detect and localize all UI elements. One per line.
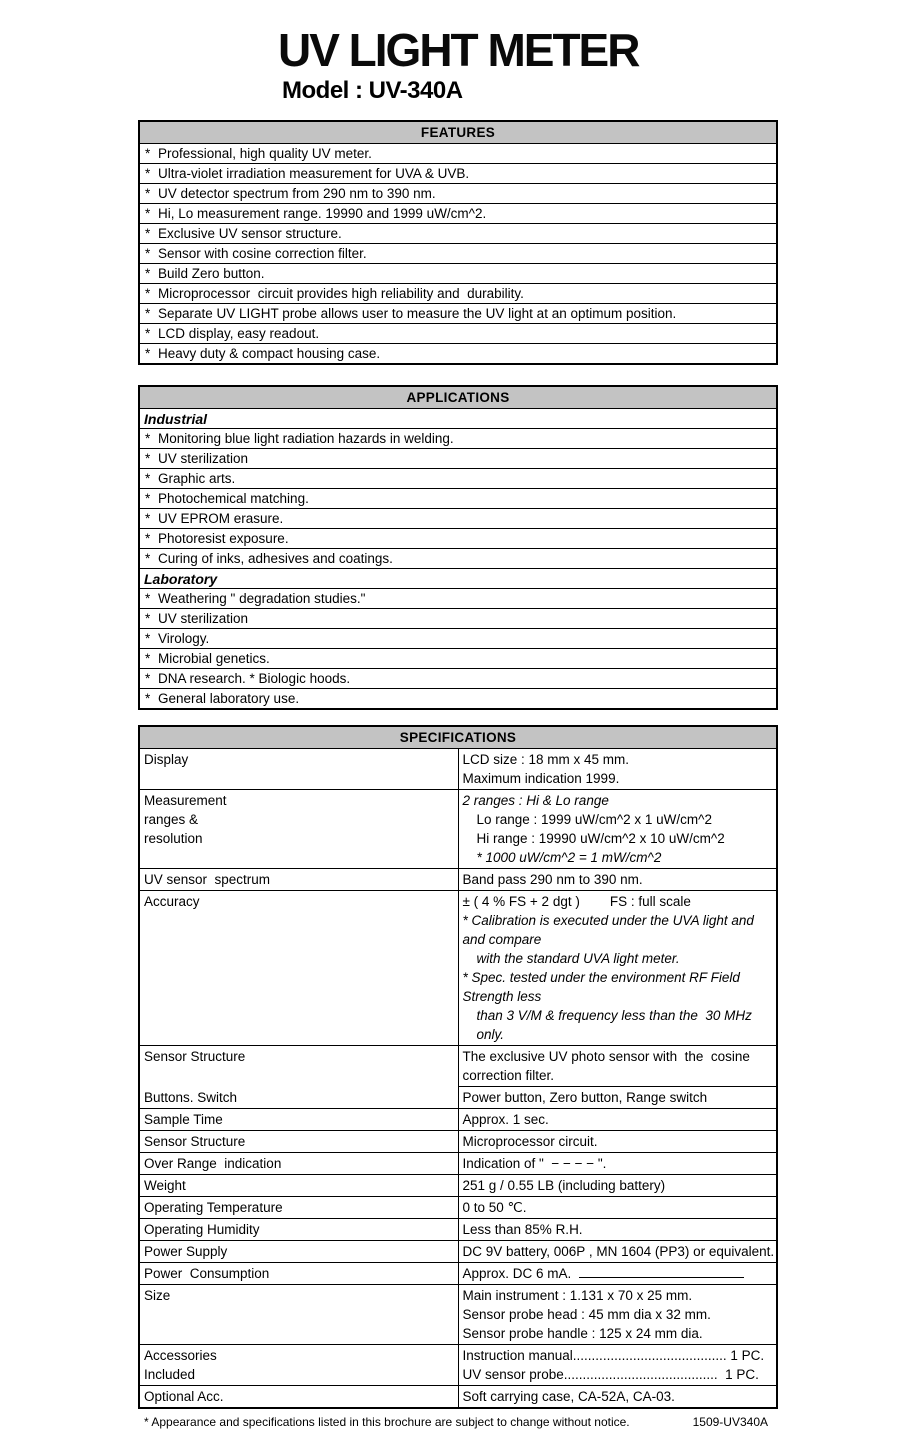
- application-cell: [139, 489, 777, 509]
- spec-value-line: [459, 1176, 777, 1195]
- application-text: Graphic arts.: [158, 470, 236, 486]
- spec-label: [139, 1386, 458, 1409]
- spec-row: [139, 1386, 777, 1409]
- spec-label: [139, 1153, 458, 1175]
- spec-value: [458, 1087, 777, 1109]
- bullet-asterisk: *: [145, 265, 151, 281]
- applications-header: APPLICATIONS: [139, 386, 777, 409]
- bullet-asterisk: *: [145, 245, 151, 261]
- spec-label: [139, 1197, 458, 1219]
- spec-value-text: Hi range : 19990 uW/cm^2 x 10 uW/cm^2: [476, 831, 725, 846]
- spec-label-line: Measurement: [144, 793, 227, 808]
- specifications-header-row: [139, 726, 777, 749]
- bullet-asterisk: *: [145, 225, 151, 241]
- spec-label: [139, 1109, 458, 1131]
- bullet-asterisk: *: [145, 165, 151, 181]
- spec-row: [139, 1087, 777, 1109]
- spec-value: [458, 1263, 777, 1285]
- spec-row: [139, 869, 777, 891]
- bullet-asterisk: *: [145, 305, 151, 321]
- bullet-asterisk: *: [145, 530, 151, 546]
- spec-value-text: Soft carrying case, CA-52A, CA-03.: [462, 1389, 675, 1404]
- spec-value: [458, 1241, 777, 1263]
- spec-label: [139, 1241, 458, 1263]
- spec-row: [139, 1175, 777, 1197]
- spec-label: [139, 1046, 458, 1087]
- spec-label-line: ranges &: [144, 812, 199, 827]
- application-cell: [139, 469, 777, 489]
- spec-row: [139, 790, 777, 869]
- feature-row: [139, 204, 777, 224]
- application-row: [139, 469, 777, 489]
- spec-label-line: Over Range indication: [144, 1156, 282, 1171]
- bullet-asterisk: *: [145, 345, 151, 361]
- spec-value-line: [459, 870, 777, 889]
- spec-row: [139, 1131, 777, 1153]
- feature-row: [139, 184, 777, 204]
- application-text: Virology.: [158, 630, 210, 646]
- application-row: [139, 429, 777, 449]
- spec-value-line: [459, 949, 777, 968]
- application-text: Microbial genetics.: [158, 650, 270, 666]
- spec-value-line: [459, 968, 777, 1006]
- spec-label-line: Buttons. Switch: [144, 1089, 238, 1105]
- spec-label-line: Sensor Structure: [144, 1134, 246, 1149]
- specifications-table: [138, 725, 778, 1409]
- spec-label-line: Optional Acc.: [144, 1389, 224, 1404]
- spec-value: [458, 891, 777, 1046]
- spec-value-text: Microprocessor circuit.: [462, 1134, 598, 1149]
- spec-label-line: Power Supply: [144, 1244, 228, 1259]
- spec-label-line: Accuracy: [144, 894, 200, 909]
- feature-cell: [139, 144, 777, 164]
- spec-label-line: Operating Humidity: [144, 1222, 260, 1237]
- feature-cell: [139, 344, 777, 365]
- spec-value-text: Less than 85% R.H.: [462, 1222, 583, 1237]
- spec-value-text: Approx. DC 6 mA.: [462, 1266, 572, 1281]
- feature-text: Sensor with cosine correction filter.: [158, 245, 367, 261]
- spec-value-text: Sensor probe handle : 125 x 24 mm dia.: [462, 1326, 703, 1341]
- spec-value-line: [459, 769, 777, 788]
- spec-value-line: [459, 1264, 777, 1283]
- application-text: General laboratory use.: [158, 690, 300, 706]
- feature-text: Exclusive UV sensor structure.: [158, 225, 342, 241]
- spec-value-text: Lo range : 1999 uW/cm^2 x 1 uW/cm^2: [476, 812, 713, 827]
- application-section-row: [139, 409, 777, 429]
- applications-table: [138, 385, 778, 710]
- feature-text: Heavy duty & compact housing case.: [158, 345, 381, 361]
- spec-value-line: [459, 829, 777, 848]
- spec-value-text: DC 9V battery, 006P , MN 1604 (PP3) or equivalent.: [462, 1244, 775, 1259]
- spec-label: [139, 1345, 458, 1386]
- spec-label: [139, 790, 458, 869]
- spec-label-line: Display: [144, 752, 189, 767]
- spec-value-line: [459, 810, 777, 829]
- spec-value-line: [459, 1305, 777, 1324]
- spec-label-line: Operating Temperature: [144, 1200, 283, 1215]
- spec-value-text: 0 to 50 ℃.: [462, 1200, 527, 1215]
- spec-value-text: UV sensor probe......................................... 1 PC.: [462, 1367, 759, 1382]
- feature-text: Separate UV LIGHT probe allows user to measure the UV light at an optimum position.: [158, 305, 677, 321]
- spec-value-text: Power button, Zero button, Range switch: [462, 1090, 708, 1105]
- spec-value-text: with the standard UVA light meter.: [476, 951, 680, 966]
- application-section-label: Laboratory: [139, 569, 777, 589]
- bullet-asterisk: *: [145, 510, 151, 526]
- spec-value: [458, 1109, 777, 1131]
- spec-value-text: Main instrument : 1.131 x 70 x 25 mm.: [462, 1288, 693, 1303]
- spec-value: [458, 1131, 777, 1153]
- spec-label-line: Size: [144, 1288, 171, 1303]
- spec-label-line: resolution: [144, 831, 203, 846]
- spec-label: [139, 869, 458, 891]
- application-cell: [139, 449, 777, 469]
- spec-label-line: Power Consumption: [144, 1266, 270, 1281]
- spec-label: [139, 1087, 458, 1109]
- spec-value: [458, 1197, 777, 1219]
- application-cell: [139, 629, 777, 649]
- spec-label: [139, 1175, 458, 1197]
- application-cell: [139, 509, 777, 529]
- application-text: UV sterilization: [158, 610, 249, 626]
- spec-value-text: than 3 V/M & frequency less than the 30 MHz only.: [476, 1008, 756, 1042]
- feature-row: [139, 144, 777, 164]
- spec-value-text: Maximum indication 1999.: [462, 771, 620, 786]
- application-text: Weathering " degradation studies.": [158, 590, 366, 606]
- feature-row: [139, 304, 777, 324]
- bullet-asterisk: *: [145, 145, 151, 161]
- bullet-asterisk: *: [145, 550, 151, 566]
- spec-value-line: [459, 1242, 777, 1261]
- spec-value: [458, 1285, 777, 1345]
- spec-value-text: ± ( 4 % FS + 2 dgt ) FS : full scale: [462, 894, 691, 909]
- applications-header-row: [139, 386, 777, 409]
- feature-row: [139, 344, 777, 365]
- spec-value-line: [459, 791, 777, 810]
- spec-row: [139, 1285, 777, 1345]
- feature-row: [139, 244, 777, 264]
- feature-row: [139, 264, 777, 284]
- spec-value: [458, 1175, 777, 1197]
- feature-cell: [139, 284, 777, 304]
- application-row: [139, 649, 777, 669]
- application-section-label: Industrial: [139, 409, 777, 429]
- feature-row: [139, 164, 777, 184]
- feature-cell: [139, 264, 777, 284]
- feature-text: Professional, high quality UV meter.: [158, 145, 372, 161]
- spec-row: [139, 749, 777, 790]
- bullet-asterisk: *: [145, 630, 151, 646]
- bullet-asterisk: *: [145, 670, 151, 686]
- spec-value: [458, 749, 777, 790]
- bullet-asterisk: *: [145, 470, 151, 486]
- bullet-asterisk: *: [145, 490, 151, 506]
- page-title: UV LIGHT METER: [278, 24, 639, 76]
- features-header-row: [139, 121, 777, 144]
- spec-value-line: [459, 1220, 777, 1239]
- application-row: [139, 589, 777, 609]
- application-row: [139, 669, 777, 689]
- feature-text: UV detector spectrum from 290 nm to 390 nm.: [158, 185, 436, 201]
- spec-row: [139, 1219, 777, 1241]
- application-cell: [139, 589, 777, 609]
- feature-cell: [139, 184, 777, 204]
- application-row: [139, 529, 777, 549]
- feature-text: Ultra-violet irradiation measurement for UVA & UVB.: [158, 165, 470, 181]
- application-row: [139, 609, 777, 629]
- spec-label-line: Accessories: [144, 1348, 217, 1363]
- application-cell: [139, 429, 777, 449]
- spec-value: [458, 1153, 777, 1175]
- spec-value-text: Approx. 1 sec.: [462, 1112, 549, 1127]
- spec-value-text: The exclusive UV photo sensor with the cosine correction filter.: [462, 1049, 754, 1083]
- spec-value-line: [459, 1154, 777, 1173]
- spec-value: [458, 790, 777, 869]
- spec-row: [139, 1345, 777, 1386]
- feature-text: Microprocessor circuit provides high reliability and durability.: [158, 285, 524, 301]
- spec-value-text: Instruction manual......................................... 1 PC.: [462, 1348, 765, 1363]
- feature-row: [139, 224, 777, 244]
- bullet-asterisk: *: [145, 430, 151, 446]
- spec-value-line: [459, 1346, 777, 1365]
- spec-label-line: UV sensor spectrum: [144, 872, 271, 887]
- bullet-asterisk: *: [145, 450, 151, 466]
- spec-value: [458, 1219, 777, 1241]
- application-row: [139, 509, 777, 529]
- feature-cell: [139, 304, 777, 324]
- features-table: [138, 120, 778, 365]
- feature-row: [139, 284, 777, 304]
- spec-row: [139, 1263, 777, 1285]
- features-header: FEATURES: [139, 121, 777, 144]
- application-text: Curing of inks, adhesives and coatings.: [158, 550, 393, 566]
- application-cell: [139, 609, 777, 629]
- application-cell: [139, 529, 777, 549]
- spec-row: [139, 1046, 777, 1087]
- bullet-asterisk: *: [145, 650, 151, 666]
- spec-label-line: Included: [144, 1367, 196, 1382]
- spec-value-text: Band pass 290 nm to 390 nm.: [462, 872, 643, 887]
- feature-cell: [139, 164, 777, 184]
- application-row: [139, 449, 777, 469]
- specifications-header: SPECIFICATIONS: [139, 726, 777, 749]
- application-cell: [139, 649, 777, 669]
- doc-content: [138, 0, 778, 1409]
- spec-value-line: [459, 892, 777, 911]
- spec-value-line: [459, 911, 777, 949]
- spec-value-line: [459, 750, 777, 769]
- feature-cell: [139, 324, 777, 344]
- spec-value-text: * Spec. tested under the environment RF Field Strength less: [462, 970, 744, 1004]
- spec-label: [139, 1285, 458, 1345]
- feature-text: Hi, Lo measurement range. 19990 and 1999 uW/cm^2.: [158, 205, 487, 221]
- spec-value-line: [459, 1110, 777, 1129]
- doc-header: [138, 24, 778, 106]
- spec-value-line: [459, 1006, 777, 1044]
- spec-value: [458, 869, 777, 891]
- spec-label-line: Weight: [144, 1178, 186, 1193]
- spec-value-line: [459, 848, 777, 867]
- feature-row: [139, 324, 777, 344]
- spec-value-line: [459, 1286, 777, 1305]
- spec-label-line: Sensor Structure: [144, 1049, 246, 1064]
- bullet-asterisk: *: [145, 285, 151, 301]
- application-row: [139, 689, 777, 710]
- spec-value-text: * Calibration is executed under the UVA light and and compare: [462, 913, 758, 947]
- spec-value-line: [459, 1132, 777, 1151]
- application-cell: [139, 549, 777, 569]
- spec-value-text: * 1000 uW/cm^2 = 1 mW/cm^2: [476, 850, 662, 865]
- application-text: UV sterilization: [158, 450, 249, 466]
- feature-cell: [139, 224, 777, 244]
- spec-value-line: [459, 1198, 777, 1217]
- footer: [138, 1415, 778, 1430]
- feature-cell: [139, 204, 777, 224]
- spec-value: [458, 1046, 777, 1087]
- spec-value-text: 251 g / 0.55 LB (including battery): [462, 1178, 666, 1193]
- spec-label: [139, 1219, 458, 1241]
- application-text: Photoresist exposure.: [158, 530, 289, 546]
- application-row: [139, 489, 777, 509]
- spec-label: [139, 1263, 458, 1285]
- spec-value-line: [459, 1387, 777, 1406]
- feature-text: Build Zero button.: [158, 265, 265, 281]
- spec-row: [139, 891, 777, 1046]
- spec-label-line: Sample Time: [144, 1112, 223, 1127]
- application-section-row: [139, 569, 777, 589]
- spec-row: [139, 1197, 777, 1219]
- spec-value-line: [459, 1088, 777, 1107]
- model-subtitle: Model : UV-340A: [282, 77, 463, 104]
- spec-label: [139, 1131, 458, 1153]
- bullet-asterisk: *: [145, 610, 151, 626]
- spec-label: [139, 749, 458, 790]
- spec-value-text: LCD size : 18 mm x 45 mm.: [462, 752, 630, 767]
- spec-value-text: Indication of " − − − − ".: [462, 1156, 607, 1171]
- bullet-asterisk: *: [145, 325, 151, 341]
- bullet-asterisk: *: [145, 205, 151, 221]
- feature-cell: [139, 244, 777, 264]
- application-cell: [139, 669, 777, 689]
- underline-rule: [579, 1265, 744, 1278]
- bullet-asterisk: *: [145, 185, 151, 201]
- application-cell: [139, 689, 777, 710]
- application-text: Monitoring blue light radiation hazards in welding.: [158, 430, 454, 446]
- spec-row: [139, 1153, 777, 1175]
- spec-row: [139, 1241, 777, 1263]
- footer-note: * Appearance and specifications listed in this brochure are subject to change without notice.: [144, 1415, 630, 1429]
- bullet-asterisk: *: [145, 590, 151, 606]
- spec-label: [139, 891, 458, 1046]
- feature-text: LCD display, easy readout.: [158, 325, 320, 341]
- spec-value: [458, 1386, 777, 1409]
- spec-value-line: [459, 1365, 777, 1384]
- spec-value-text: 2 ranges : Hi & Lo range: [462, 793, 609, 808]
- bullet-asterisk: *: [145, 690, 151, 706]
- application-row: [139, 549, 777, 569]
- spec-row: [139, 1109, 777, 1131]
- spec-value-line: [459, 1047, 777, 1085]
- application-text: Photochemical matching.: [158, 490, 309, 506]
- spec-value-line: [459, 1324, 777, 1343]
- application-row: [139, 629, 777, 649]
- spec-value-text: Sensor probe head : 45 mm dia x 32 mm.: [462, 1307, 711, 1322]
- spec-value: [458, 1345, 777, 1386]
- application-text: UV EPROM erasure.: [158, 510, 284, 526]
- application-text: DNA research. * Biologic hoods.: [158, 670, 351, 686]
- footer-code: 1509-UV340A: [692, 1415, 768, 1429]
